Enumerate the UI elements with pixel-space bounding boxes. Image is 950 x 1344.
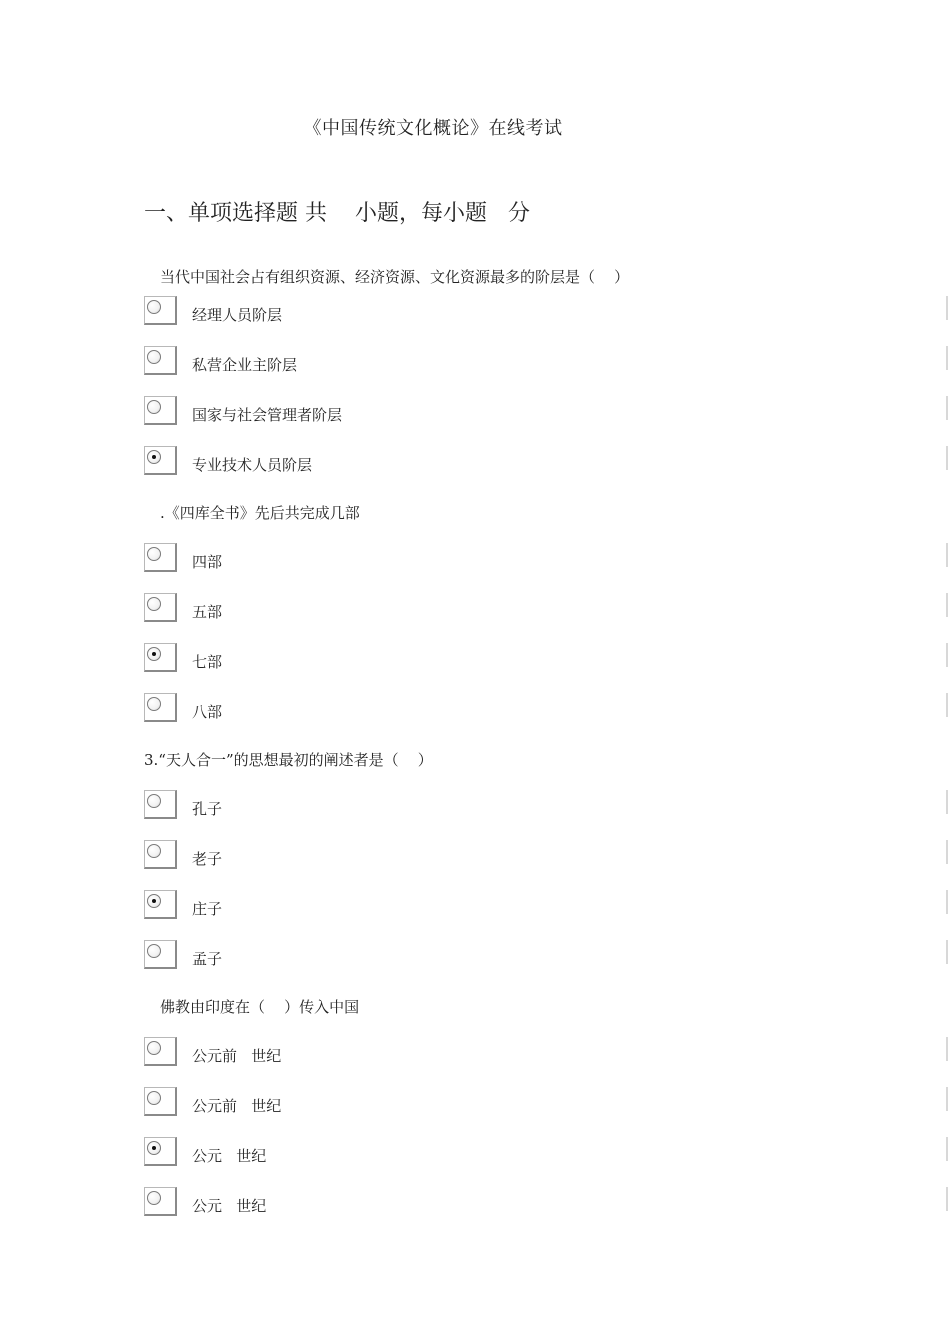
question-3-option-1[interactable] <box>144 790 544 820</box>
option-label: 私营企业主阶层 <box>192 356 298 374</box>
radio-dot <box>152 455 156 459</box>
option-label: 公元 世纪 <box>192 1197 267 1215</box>
radio-selected-icon <box>147 894 161 908</box>
page-edge-mark <box>946 1137 948 1161</box>
option-label: 老子 <box>192 850 223 868</box>
radio-dot <box>152 1146 156 1150</box>
page-edge-mark <box>946 543 948 567</box>
radio-button[interactable] <box>144 296 177 325</box>
question-4-option-2[interactable] <box>144 1087 544 1117</box>
radio-selected-icon <box>147 647 161 661</box>
radio-button[interactable] <box>144 1187 177 1216</box>
radio-unselected-icon <box>147 697 161 711</box>
option-label: 孔子 <box>192 800 223 818</box>
page-edge-mark <box>946 790 948 814</box>
question-1-option-2[interactable] <box>144 346 544 376</box>
radio-button[interactable] <box>144 643 177 672</box>
radio-button[interactable] <box>144 346 177 375</box>
radio-button[interactable] <box>144 1037 177 1066</box>
page-edge-mark <box>946 1187 948 1211</box>
radio-selected-icon <box>147 450 161 464</box>
radio-dot <box>152 652 156 656</box>
page-edge-mark <box>946 693 948 717</box>
section-heading: 一、单项选择题 共 小题，每小题 分 <box>144 201 530 226</box>
question-2-option-3[interactable] <box>144 643 544 673</box>
page-edge-mark <box>946 1087 948 1111</box>
question-1-option-3[interactable] <box>144 396 544 426</box>
question-1-option-4[interactable] <box>144 446 544 476</box>
option-label: 四部 <box>192 553 223 571</box>
radio-unselected-icon <box>147 844 161 858</box>
question-1-text: 当代中国社会占有组织资源、经济资源、文化资源最多的阶层是（ ） <box>160 268 630 286</box>
option-label: 公元前 世纪 <box>192 1097 282 1115</box>
radio-button[interactable] <box>144 1087 177 1116</box>
option-label: 公元 世纪 <box>192 1147 267 1165</box>
radio-unselected-icon <box>147 300 161 314</box>
question-2-option-2[interactable] <box>144 593 544 623</box>
option-label: 专业技术人员阶层 <box>192 456 313 474</box>
radio-unselected-icon <box>147 1191 161 1205</box>
question-4-text: 佛教由印度在（ ）传入中国 <box>160 998 360 1016</box>
option-label: 七部 <box>192 653 223 671</box>
option-label: 庄子 <box>192 900 223 918</box>
radio-button[interactable] <box>144 1137 177 1166</box>
radio-button[interactable] <box>144 446 177 475</box>
question-2-option-4[interactable] <box>144 693 544 723</box>
question-3-text: 3.“天人合一”的思想最初的阐述者是（ ） <box>144 751 433 769</box>
question-4-option-4[interactable] <box>144 1187 544 1217</box>
radio-button[interactable] <box>144 940 177 969</box>
option-label: 国家与社会管理者阶层 <box>192 406 343 424</box>
page-edge-mark <box>946 1037 948 1061</box>
radio-dot <box>152 899 156 903</box>
radio-unselected-icon <box>147 597 161 611</box>
radio-button[interactable] <box>144 543 177 572</box>
question-2-text: .《四库全书》先后共完成几部 <box>160 504 360 522</box>
page-edge-mark <box>946 940 948 964</box>
page-edge-mark <box>946 296 948 320</box>
radio-button[interactable] <box>144 890 177 919</box>
page-edge-mark <box>946 396 948 420</box>
option-label: 经理人员阶层 <box>192 306 283 324</box>
page-title: 《中国传统文化概论》在线考试 <box>303 118 563 139</box>
radio-button[interactable] <box>144 790 177 819</box>
page-edge-mark <box>946 593 948 617</box>
page-edge-mark <box>946 890 948 914</box>
radio-unselected-icon <box>147 400 161 414</box>
question-3-option-3[interactable] <box>144 890 544 920</box>
question-4-option-3[interactable] <box>144 1137 544 1167</box>
radio-unselected-icon <box>147 350 161 364</box>
radio-button[interactable] <box>144 593 177 622</box>
question-4-option-1[interactable] <box>144 1037 544 1067</box>
option-label: 公元前 世纪 <box>192 1047 282 1065</box>
question-3-option-2[interactable] <box>144 840 544 870</box>
radio-button[interactable] <box>144 840 177 869</box>
radio-button[interactable] <box>144 693 177 722</box>
radio-unselected-icon <box>147 944 161 958</box>
page-edge-mark <box>946 840 948 864</box>
radio-button[interactable] <box>144 396 177 425</box>
page-edge-mark <box>946 446 948 470</box>
page-edge-mark <box>946 643 948 667</box>
question-2-option-1[interactable] <box>144 543 544 573</box>
page-edge-mark <box>946 346 948 370</box>
radio-selected-icon <box>147 1141 161 1155</box>
option-label: 八部 <box>192 703 223 721</box>
option-label: 五部 <box>192 603 223 621</box>
radio-unselected-icon <box>147 1091 161 1105</box>
option-label: 孟子 <box>192 950 223 968</box>
radio-unselected-icon <box>147 1041 161 1055</box>
question-1-option-1[interactable] <box>144 296 544 326</box>
radio-unselected-icon <box>147 547 161 561</box>
question-3-option-4[interactable] <box>144 940 544 970</box>
radio-unselected-icon <box>147 794 161 808</box>
